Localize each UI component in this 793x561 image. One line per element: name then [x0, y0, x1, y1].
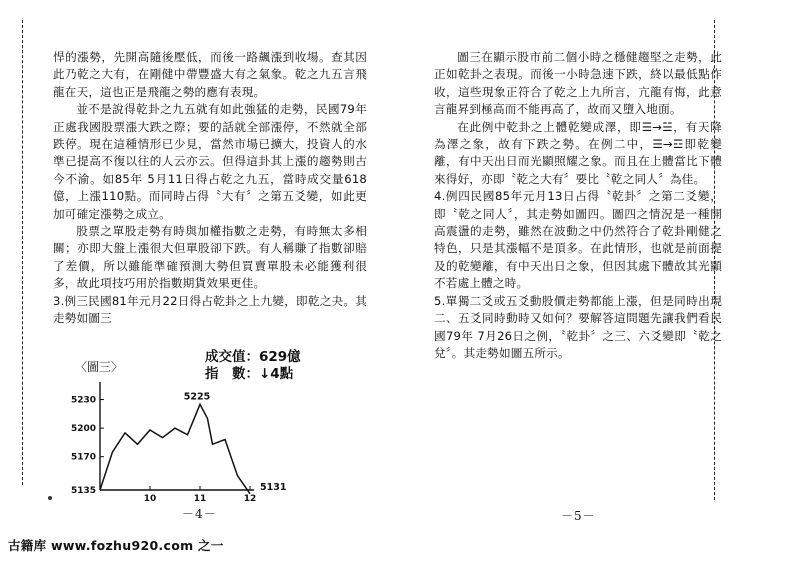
paragraph: 並不是說得乾卦之九五就有如此強猛的走勢，民國79年正處我國股票漲大跌之際；要的話就全部漲停，不然就全部跌停。現在這種情形已少見，當然市場已擴大，投資人的水準已提高不復以往的人云亦云。但得這卦其上漲的趨勢則古今不渝。如85年 5月11日得占乾之九五，當時成交量618億，上漲110點。而同時占得〝大有〞之第五爻變，如此更加可確定漲勢之成立。	[53, 102, 367, 221]
peak-value-label: 5225	[183, 391, 211, 403]
page-number-right: －5－	[561, 509, 596, 523]
line-chart	[60, 378, 290, 504]
paragraph: 4.例四民國85年元月13日占得〝乾卦〞之第二爻變，即〝乾之同人〞，其走勢如圖四。圖四之情況是一種開高震盪的走勢，雖然在波動之中仍然符合了乾卦剛健之特色，只是其漲幅不是頂多。在此情形，也就是前面提及的乾變離，有中天出日之象，但因其處下體故其光顯不若處上體之時。	[434, 189, 722, 291]
left-page	[0, 0, 396, 540]
paragraph: 股票之單股走勢有時與加權指數之走勢，有時無太多相關；亦即大盤上漲很大但單股卻下跌。有人稱賺了指數卻賠了差價，所以雖能準確預測大勢但買賣單股未必能獲利很多，故此項技巧用於指數期貨效果更佳。	[53, 224, 367, 291]
x-tick-label: 12	[243, 494, 257, 504]
scan-speck	[48, 496, 52, 500]
chart-volume-label: 成交值：629億	[205, 349, 301, 365]
y-tick-label: 5230	[70, 395, 96, 406]
close-value-label: 5131	[260, 481, 287, 493]
right-page	[396, 0, 793, 540]
x-tick-label: 11	[193, 494, 207, 504]
chart-caption: 〈圖三〉	[75, 360, 124, 374]
paragraph: 5.單獨二爻或五爻動股價走勢都能上漲，但是同時出現二、五爻同時動時又如何？要解答這問題先讓我們看民國79年 7月26日之例，〝乾卦〞之三、六爻變即〝乾之兌〞。其走勢如圖五所示。	[434, 293, 722, 360]
site-watermark: 古籍库 www.fozhu920.com 之一	[8, 538, 224, 553]
right-body-text	[434, 49, 722, 362]
x-tick-label: 10	[143, 494, 157, 504]
page-number-left: －4－	[182, 507, 217, 521]
y-tick-label: 5135	[70, 486, 96, 496]
left-body-text	[53, 49, 367, 328]
series-line	[100, 404, 250, 494]
paragraph: 圖三在顯示股市前二個小時之穩健趨堅之走勢，此正如乾卦之表現。而後一小時急速下跌，終以最低點作收，這些現象正符合了乾之上九所言，亢龍有悔，此意言龍昇到極高而不能再高了，故而又墮入地面。	[434, 50, 722, 117]
paragraph: 3.例三民國81年元月22日得占乾卦之上九變，即乾之夬。其走勢如圖三	[53, 293, 367, 326]
paragraph: 在此例中乾卦之上體乾變成澤，即☰→☱，有天降為澤之象，故有下跌之勢。在例二中，☰→☲即乾變離，有中天出日而光顯照耀之象。而且在上體當比下體來得好，亦即〝乾之大有〞要比〝乾之同人〞為佳。	[434, 119, 722, 186]
chart-index-label: 指 數：↓4點	[205, 366, 294, 382]
paragraph: 悍的漲勢，先開高隨後壓低，而後一路飆漲到收場。查其因此乃乾之大有，在剛健中帶豐盛大有之氣象。乾之九五言飛龍在天，這也正是飛龍之勢的應有表現。	[53, 50, 367, 99]
binding-margin-line	[22, 20, 23, 485]
y-tick-label: 5170	[70, 452, 96, 463]
y-tick-label: 5200	[70, 424, 96, 435]
